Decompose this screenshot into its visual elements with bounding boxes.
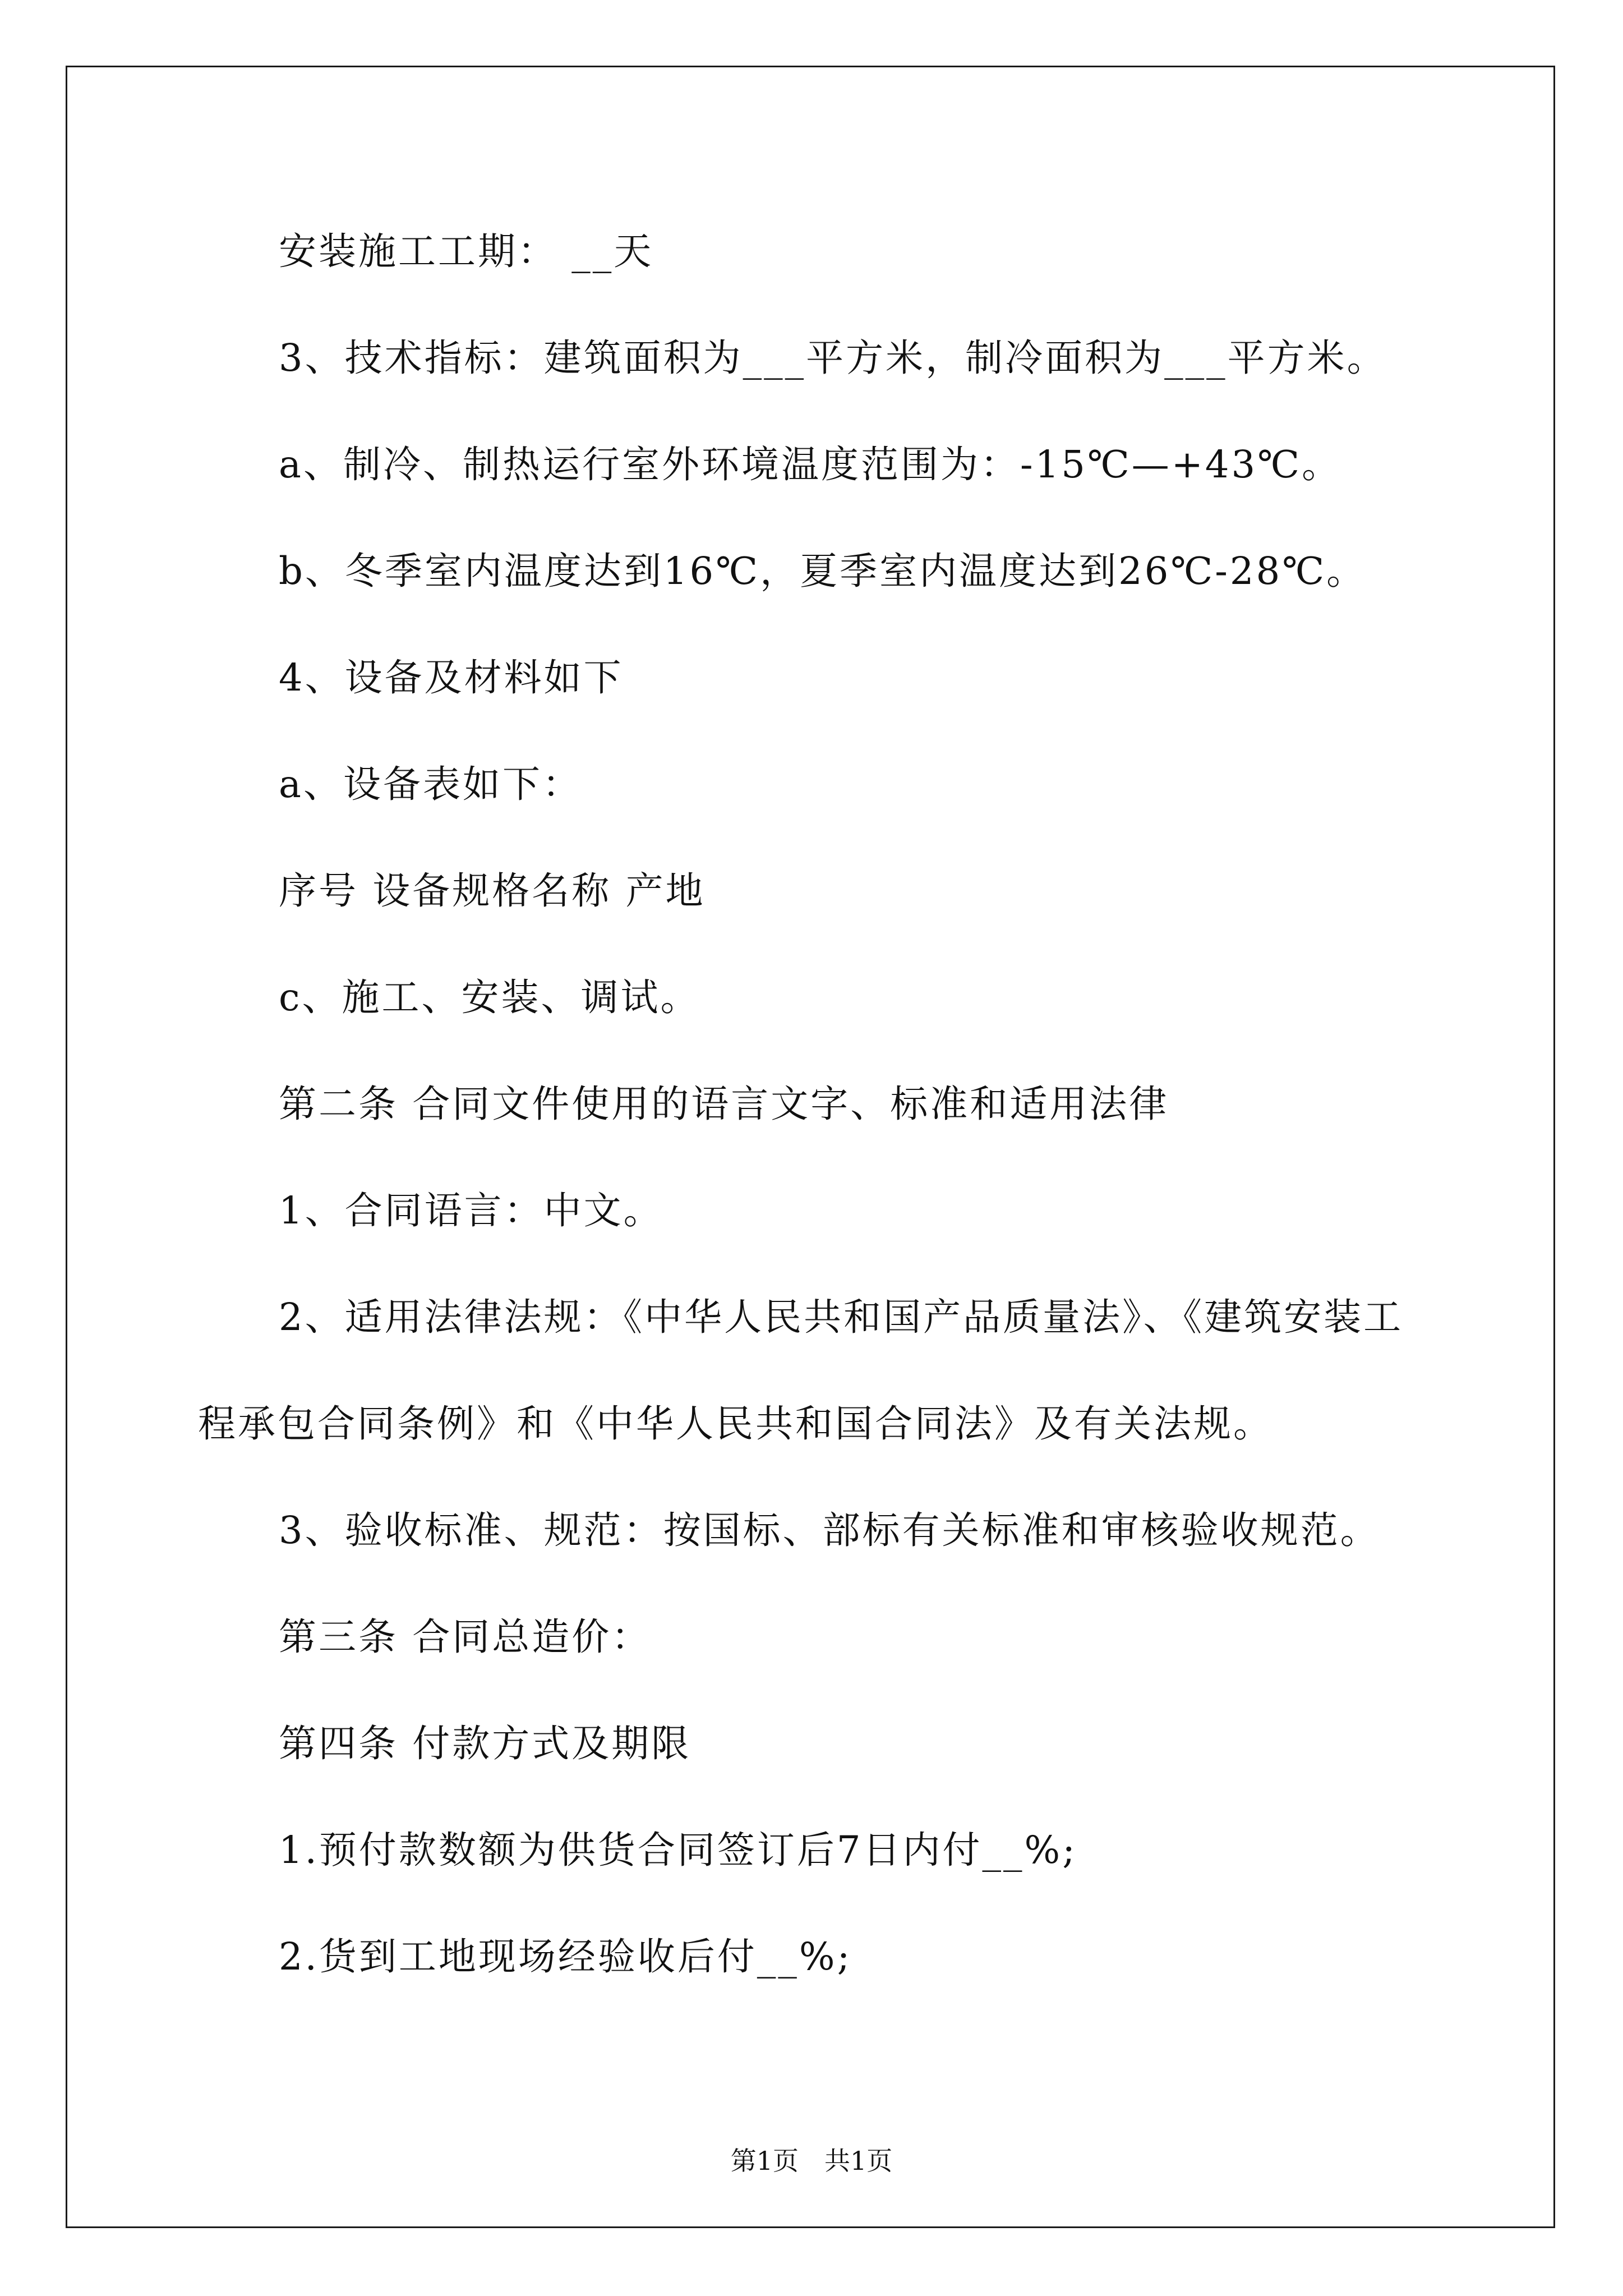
delivery-payment-line: 2.货到工地现场经验收后付__%; bbox=[279, 1935, 852, 1978]
article-three-heading: 第三条 合同总造价： bbox=[279, 1615, 652, 1659]
contract-language-line: 1、合同语言：中文。 bbox=[279, 1189, 663, 1232]
applicable-laws-line: 2、适用法律法规：《中华人民共和国产品质量法》、《建筑安装工 bbox=[279, 1295, 1404, 1339]
equipment-table-header: 序号 设备规格名称 产地 bbox=[279, 869, 706, 913]
article-two-heading: 第二条 合同文件使用的语言文字、标准和适用法律 bbox=[279, 1082, 1169, 1126]
construction-period-line: 安装施工工期： __天 bbox=[279, 229, 654, 273]
page-border bbox=[66, 66, 1555, 2228]
applicable-laws-continuation: 程承包合同条例》和《中华人民共和国合同法》及有关法规。 bbox=[198, 1402, 1273, 1446]
equipment-table-intro: a、设备表如下： bbox=[279, 762, 582, 806]
article-four-heading: 第四条 付款方式及期限 bbox=[279, 1722, 691, 1765]
advance-payment-line: 1.预付款数额为供货合同签订后7日内付__%; bbox=[279, 1828, 1077, 1872]
technical-index-line: 3、技术指标：建筑面积为___平方米，制冷面积为___平方米。 bbox=[279, 336, 1387, 380]
indoor-temperature-line: b、冬季室内温度达到16℃，夏季室内温度达到26℃-28℃。 bbox=[279, 549, 1367, 593]
page-number-footer: 第1页 共1页 bbox=[730, 2146, 893, 2176]
acceptance-standards-line: 3、验收标准、规范：按国标、部标有关标准和审核验收规范。 bbox=[279, 1508, 1380, 1552]
outdoor-temperature-range-line: a、制冷、制热运行室外环境温度范围为：-15℃—+43℃。 bbox=[279, 443, 1342, 486]
installation-line: c、施工、安装、调试。 bbox=[279, 976, 700, 1019]
equipment-materials-heading: 4、设备及材料如下 bbox=[279, 656, 624, 700]
